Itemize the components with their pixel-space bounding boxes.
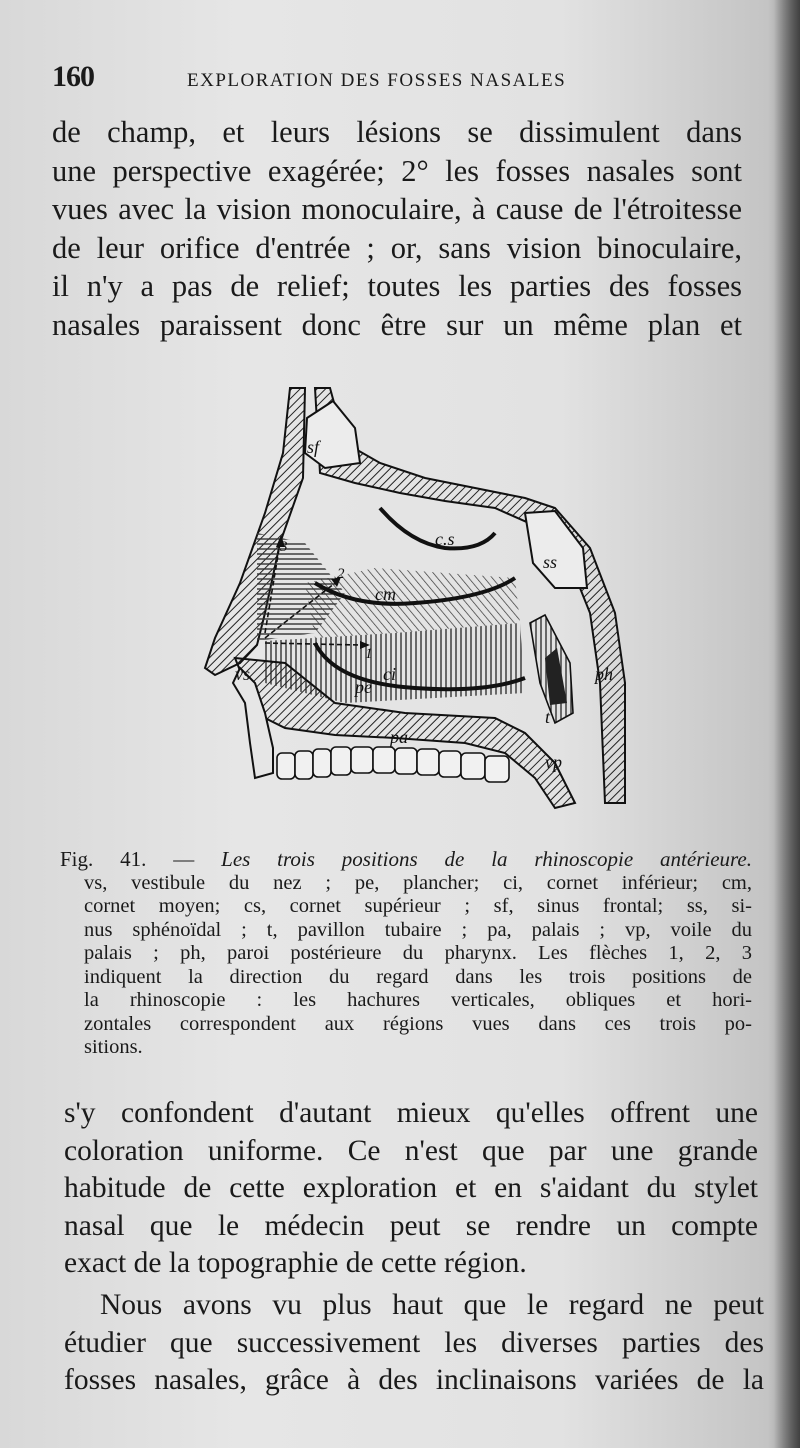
- text-line: nasal que le médecin peut se rendre un compte: [64, 1209, 758, 1242]
- caption-line: zontales correspondent aux régions vues dans ces trois po-: [84, 1012, 752, 1035]
- text-line: vues avec la vision monoculaire, à cause de l'étroitesse: [52, 192, 742, 226]
- text-line: de champ, et leurs lésions se dissimulent dans: [52, 115, 742, 149]
- label-ph: ph: [595, 664, 613, 684]
- label-arrow-3: 3: [280, 539, 288, 555]
- text-line: s'y confondent d'autant mieux qu'elles offrent une: [64, 1097, 758, 1129]
- page-number: 160: [52, 60, 94, 93]
- caption-line: nus sphénoïdal ; t, pavillon tubaire ; pa, palais ; vp, voile du: [84, 918, 752, 941]
- label-arrow-1: 1: [365, 646, 373, 662]
- caption-line: vs, vestibule du nez ; pe, plancher; ci, cornet inférieur; cm,: [84, 871, 752, 894]
- label-ci: ci: [383, 664, 396, 684]
- caption-fig-number: Fig. 41.: [60, 847, 147, 871]
- nasal-cavity-diagram: [195, 383, 635, 813]
- text-line: une perspective exagérée; 2° les fosses nasales sont: [52, 153, 742, 188]
- text-line: il n'y a pas de relief; toutes les parties des fosses: [52, 269, 742, 303]
- nasal-cavity-figure: [195, 383, 635, 813]
- page-header: [52, 60, 752, 100]
- caption-line: sitions.: [84, 1036, 143, 1058]
- page-edge-shadow: [774, 0, 800, 1448]
- caption-line: indiquent la direction du regard dans les trois positions de: [84, 965, 752, 988]
- paragraph-top: [52, 113, 742, 344]
- teeth-row: [277, 747, 509, 782]
- label-sf: sf: [307, 437, 320, 457]
- sphenoid-sinus: [525, 511, 587, 588]
- running-title: EXPLORATION DES FOSSES NASALES: [187, 70, 567, 91]
- text-line: coloration uniforme. Ce n'est que par une grande: [64, 1134, 758, 1167]
- caption-line: la rhinoscopie : les hachures verticales, obliques et hori-: [84, 989, 752, 1011]
- caption-heading: [60, 848, 752, 872]
- text-line: Nous avons vu plus haut que le regard ne peut: [100, 1289, 764, 1321]
- text-line: exact de la topographie de cette région.: [64, 1247, 527, 1279]
- caption-line: palais ; ph, paroi postérieure du pharynx. Les flèches 1, 2, 3: [84, 942, 752, 964]
- caption-line: cornet moyen; cs, cornet supérieur ; sf, sinus frontal; ss, si-: [84, 895, 752, 917]
- label-arrow-2: 2: [337, 566, 345, 582]
- text-line: habitude de cette exploration et en s'aidant du stylet: [64, 1172, 758, 1204]
- label-t: t: [545, 707, 551, 727]
- frontal-sinus: [305, 401, 360, 468]
- label-ss: ss: [543, 552, 558, 572]
- label-vp: vp: [545, 752, 562, 772]
- caption-dash: —: [173, 847, 195, 871]
- label-pa: pa: [390, 727, 408, 747]
- figure-caption: [60, 848, 752, 1060]
- label-cs: c.s: [435, 529, 455, 549]
- text-line: nasales paraissent donc être sur un même plan et: [52, 307, 742, 342]
- label-vs: vs: [235, 664, 250, 684]
- caption-title: Les trois positions de la rhinoscopie antérieure.: [221, 847, 753, 871]
- text-line: de leur orifice d'entrée ; or, sans vision binoculaire,: [52, 230, 742, 265]
- paragraph-bottom: [64, 1287, 764, 1400]
- text-line: étudier que successivement les diverses parties des: [64, 1326, 764, 1359]
- label-cm: cm: [375, 584, 396, 604]
- label-pe: pe: [355, 677, 372, 697]
- paragraph-middle: [64, 1095, 758, 1283]
- text-line: fosses nasales, grâce à des inclinaisons variées de la: [64, 1364, 764, 1396]
